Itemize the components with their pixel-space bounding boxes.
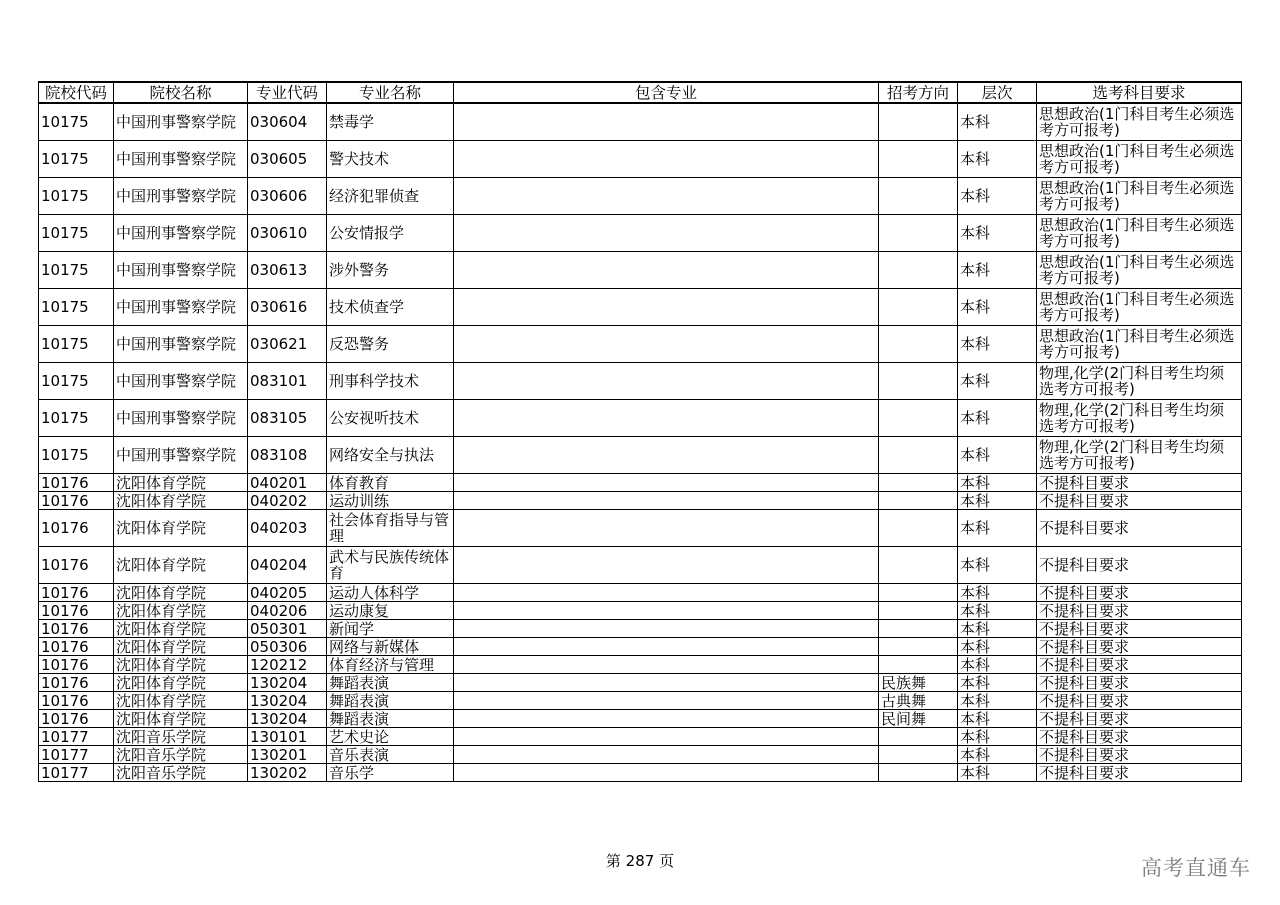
cell-school-code: 10175	[39, 215, 114, 252]
cell-major-code: 030605	[248, 141, 327, 178]
cell-school-code: 10176	[39, 547, 114, 584]
cell-direction	[879, 363, 958, 400]
cell-included-majors	[454, 602, 879, 620]
cell-included-majors	[454, 289, 879, 326]
cell-school-code: 10177	[39, 728, 114, 746]
cell-direction	[879, 326, 958, 363]
header-major-name: 专业名称	[327, 82, 454, 103]
cell-subject-requirement: 不提科目要求	[1037, 728, 1242, 746]
table-row	[39, 326, 1242, 363]
cell-major-code: 040201	[248, 474, 327, 492]
cell-subject-requirement: 思想政治(1门科目考生必须选考方可报考)	[1037, 103, 1242, 141]
cell-level: 本科	[958, 103, 1037, 141]
table-row	[39, 764, 1242, 782]
cell-level: 本科	[958, 692, 1037, 710]
cell-major-name: 网络安全与执法	[327, 437, 454, 474]
cell-level: 本科	[958, 584, 1037, 602]
cell-major-code: 083105	[248, 400, 327, 437]
cell-major-name: 音乐表演	[327, 746, 454, 764]
cell-included-majors	[454, 656, 879, 674]
table-row	[39, 710, 1242, 728]
cell-subject-requirement: 不提科目要求	[1037, 746, 1242, 764]
cell-level: 本科	[958, 510, 1037, 547]
cell-level: 本科	[958, 289, 1037, 326]
cell-direction	[879, 289, 958, 326]
cell-direction	[879, 602, 958, 620]
cell-included-majors	[454, 638, 879, 656]
cell-subject-requirement: 不提科目要求	[1037, 710, 1242, 728]
cell-school-code: 10176	[39, 492, 114, 510]
cell-subject-requirement: 不提科目要求	[1037, 620, 1242, 638]
cell-major-code: 030616	[248, 289, 327, 326]
cell-subject-requirement: 不提科目要求	[1037, 656, 1242, 674]
cell-included-majors	[454, 474, 879, 492]
header-subject-requirement: 选考科目要求	[1037, 82, 1242, 103]
cell-level: 本科	[958, 141, 1037, 178]
cell-major-code: 083101	[248, 363, 327, 400]
cell-major-name: 经济犯罪侦查	[327, 178, 454, 215]
table-body	[39, 103, 1242, 782]
cell-school-name: 沈阳音乐学院	[114, 764, 248, 782]
cell-subject-requirement: 思想政治(1门科目考生必须选考方可报考)	[1037, 178, 1242, 215]
cell-included-majors	[454, 252, 879, 289]
cell-school-name: 沈阳体育学院	[114, 656, 248, 674]
cell-included-majors	[454, 363, 879, 400]
table-row	[39, 638, 1242, 656]
cell-included-majors	[454, 728, 879, 746]
cell-major-name: 体育经济与管理	[327, 656, 454, 674]
cell-school-name: 沈阳体育学院	[114, 620, 248, 638]
cell-school-code: 10176	[39, 584, 114, 602]
cell-level: 本科	[958, 656, 1037, 674]
table-header-row	[39, 82, 1242, 103]
cell-school-code: 10176	[39, 692, 114, 710]
cell-major-name: 反恐警务	[327, 326, 454, 363]
page-number: 第 287 页	[605, 852, 675, 870]
cell-major-code: 130101	[248, 728, 327, 746]
cell-school-name: 沈阳体育学院	[114, 692, 248, 710]
cell-major-name: 刑事科学技术	[327, 363, 454, 400]
cell-subject-requirement: 思想政治(1门科目考生必须选考方可报考)	[1037, 326, 1242, 363]
cell-direction	[879, 584, 958, 602]
cell-level: 本科	[958, 764, 1037, 782]
cell-subject-requirement: 物理,化学(2门科目考生均须选考方可报考)	[1037, 363, 1242, 400]
table-row	[39, 547, 1242, 584]
cell-direction	[879, 746, 958, 764]
table-row	[39, 252, 1242, 289]
cell-included-majors	[454, 547, 879, 584]
cell-school-code: 10177	[39, 764, 114, 782]
header-level: 层次	[958, 82, 1037, 103]
table-row	[39, 674, 1242, 692]
cell-school-name: 沈阳体育学院	[114, 474, 248, 492]
cell-major-code: 130204	[248, 674, 327, 692]
cell-school-code: 10176	[39, 656, 114, 674]
cell-direction	[879, 764, 958, 782]
cell-included-majors	[454, 400, 879, 437]
cell-included-majors	[454, 620, 879, 638]
cell-direction: 民族舞	[879, 674, 958, 692]
cell-major-name: 运动康复	[327, 602, 454, 620]
cell-major-code: 040205	[248, 584, 327, 602]
cell-level: 本科	[958, 437, 1037, 474]
cell-level: 本科	[958, 400, 1037, 437]
table-row	[39, 363, 1242, 400]
cell-direction	[879, 728, 958, 746]
header-major-code: 专业代码	[248, 82, 327, 103]
cell-school-code: 10176	[39, 710, 114, 728]
table-row	[39, 437, 1242, 474]
cell-direction	[879, 492, 958, 510]
cell-major-name: 艺术史论	[327, 728, 454, 746]
table-row	[39, 492, 1242, 510]
cell-subject-requirement: 物理,化学(2门科目考生均须选考方可报考)	[1037, 400, 1242, 437]
cell-major-name: 舞蹈表演	[327, 710, 454, 728]
cell-school-code: 10175	[39, 363, 114, 400]
cell-subject-requirement: 不提科目要求	[1037, 510, 1242, 547]
cell-major-code: 030621	[248, 326, 327, 363]
cell-school-name: 中国刑事警察学院	[114, 326, 248, 363]
cell-school-name: 沈阳音乐学院	[114, 728, 248, 746]
cell-major-code: 030606	[248, 178, 327, 215]
cell-major-code: 040203	[248, 510, 327, 547]
cell-school-name: 中国刑事警察学院	[114, 103, 248, 141]
cell-subject-requirement: 不提科目要求	[1037, 584, 1242, 602]
cell-school-name: 中国刑事警察学院	[114, 215, 248, 252]
cell-subject-requirement: 思想政治(1门科目考生必须选考方可报考)	[1037, 289, 1242, 326]
cell-major-name: 舞蹈表演	[327, 692, 454, 710]
cell-school-code: 10176	[39, 510, 114, 547]
cell-school-name: 中国刑事警察学院	[114, 178, 248, 215]
table-row	[39, 746, 1242, 764]
cell-major-name: 网络与新媒体	[327, 638, 454, 656]
cell-major-name: 公安情报学	[327, 215, 454, 252]
header-school-name: 院校名称	[114, 82, 248, 103]
table-row	[39, 289, 1242, 326]
cell-school-name: 沈阳体育学院	[114, 638, 248, 656]
cell-direction	[879, 510, 958, 547]
cell-school-name: 沈阳体育学院	[114, 510, 248, 547]
cell-major-name: 体育教育	[327, 474, 454, 492]
cell-school-code: 10176	[39, 620, 114, 638]
cell-direction: 民间舞	[879, 710, 958, 728]
cell-major-code: 040204	[248, 547, 327, 584]
cell-included-majors	[454, 746, 879, 764]
cell-major-name: 音乐学	[327, 764, 454, 782]
cell-school-code: 10175	[39, 141, 114, 178]
cell-included-majors	[454, 437, 879, 474]
table-row	[39, 510, 1242, 547]
cell-included-majors	[454, 178, 879, 215]
cell-school-name: 沈阳体育学院	[114, 710, 248, 728]
cell-subject-requirement: 不提科目要求	[1037, 638, 1242, 656]
cell-direction	[879, 547, 958, 584]
cell-major-name: 武术与民族传统体育	[327, 547, 454, 584]
cell-school-code: 10175	[39, 437, 114, 474]
cell-direction	[879, 141, 958, 178]
cell-level: 本科	[958, 602, 1037, 620]
cell-included-majors	[454, 510, 879, 547]
table-row	[39, 602, 1242, 620]
table-row	[39, 728, 1242, 746]
cell-included-majors	[454, 764, 879, 782]
cell-school-code: 10176	[39, 674, 114, 692]
cell-major-name: 涉外警务	[327, 252, 454, 289]
cell-school-name: 中国刑事警察学院	[114, 141, 248, 178]
cell-school-code: 10177	[39, 746, 114, 764]
cell-major-name: 运动训练	[327, 492, 454, 510]
cell-subject-requirement: 不提科目要求	[1037, 764, 1242, 782]
cell-direction	[879, 103, 958, 141]
cell-major-name: 警犬技术	[327, 141, 454, 178]
cell-level: 本科	[958, 547, 1037, 584]
cell-school-name: 中国刑事警察学院	[114, 363, 248, 400]
cell-included-majors	[454, 215, 879, 252]
cell-direction	[879, 474, 958, 492]
cell-level: 本科	[958, 252, 1037, 289]
cell-major-code: 040202	[248, 492, 327, 510]
cell-level: 本科	[958, 326, 1037, 363]
cell-school-name: 沈阳体育学院	[114, 674, 248, 692]
table-row	[39, 141, 1242, 178]
cell-major-name: 禁毒学	[327, 103, 454, 141]
cell-subject-requirement: 不提科目要求	[1037, 602, 1242, 620]
cell-major-code: 030610	[248, 215, 327, 252]
cell-school-code: 10175	[39, 252, 114, 289]
header-included-majors: 包含专业	[454, 82, 879, 103]
cell-level: 本科	[958, 178, 1037, 215]
cell-level: 本科	[958, 674, 1037, 692]
cell-included-majors	[454, 674, 879, 692]
cell-major-code: 030604	[248, 103, 327, 141]
cell-school-code: 10176	[39, 602, 114, 620]
cell-subject-requirement: 不提科目要求	[1037, 547, 1242, 584]
watermark: 高考直通车	[1141, 856, 1251, 880]
table-row	[39, 474, 1242, 492]
table-row	[39, 584, 1242, 602]
cell-level: 本科	[958, 746, 1037, 764]
cell-major-code: 130204	[248, 692, 327, 710]
cell-included-majors	[454, 326, 879, 363]
cell-major-code: 130201	[248, 746, 327, 764]
cell-subject-requirement: 不提科目要求	[1037, 674, 1242, 692]
cell-school-name: 沈阳体育学院	[114, 492, 248, 510]
cell-level: 本科	[958, 620, 1037, 638]
cell-school-name: 中国刑事警察学院	[114, 289, 248, 326]
cell-direction	[879, 400, 958, 437]
cell-school-code: 10175	[39, 178, 114, 215]
cell-school-code: 10175	[39, 103, 114, 141]
cell-level: 本科	[958, 492, 1037, 510]
cell-school-code: 10175	[39, 289, 114, 326]
cell-level: 本科	[958, 710, 1037, 728]
cell-subject-requirement: 物理,化学(2门科目考生均须选考方可报考)	[1037, 437, 1242, 474]
cell-major-name: 运动人体科学	[327, 584, 454, 602]
table-row	[39, 215, 1242, 252]
cell-level: 本科	[958, 474, 1037, 492]
cell-school-name: 沈阳体育学院	[114, 547, 248, 584]
cell-school-name: 沈阳音乐学院	[114, 746, 248, 764]
cell-school-code: 10175	[39, 400, 114, 437]
data-table	[38, 81, 1242, 782]
cell-included-majors	[454, 103, 879, 141]
header-direction: 招考方向	[879, 82, 958, 103]
cell-subject-requirement: 思想政治(1门科目考生必须选考方可报考)	[1037, 215, 1242, 252]
cell-subject-requirement: 思想政治(1门科目考生必须选考方可报考)	[1037, 252, 1242, 289]
cell-level: 本科	[958, 363, 1037, 400]
cell-major-code: 083108	[248, 437, 327, 474]
cell-school-name: 中国刑事警察学院	[114, 437, 248, 474]
cell-direction	[879, 178, 958, 215]
cell-level: 本科	[958, 215, 1037, 252]
table-row	[39, 103, 1242, 141]
cell-major-code: 050301	[248, 620, 327, 638]
cell-major-code: 130202	[248, 764, 327, 782]
cell-major-code: 120212	[248, 656, 327, 674]
cell-major-code: 030613	[248, 252, 327, 289]
cell-included-majors	[454, 692, 879, 710]
table-row	[39, 620, 1242, 638]
table-row	[39, 400, 1242, 437]
cell-major-code: 050306	[248, 638, 327, 656]
cell-school-code: 10176	[39, 638, 114, 656]
table-row	[39, 656, 1242, 674]
cell-major-name: 新闻学	[327, 620, 454, 638]
cell-major-name: 社会体育指导与管理	[327, 510, 454, 547]
cell-level: 本科	[958, 638, 1037, 656]
cell-direction	[879, 656, 958, 674]
cell-major-name: 公安视听技术	[327, 400, 454, 437]
cell-direction	[879, 252, 958, 289]
cell-direction	[879, 620, 958, 638]
cell-subject-requirement: 不提科目要求	[1037, 692, 1242, 710]
cell-school-name: 沈阳体育学院	[114, 584, 248, 602]
cell-subject-requirement: 不提科目要求	[1037, 474, 1242, 492]
cell-included-majors	[454, 492, 879, 510]
header-school-code: 院校代码	[39, 82, 114, 103]
cell-school-code: 10175	[39, 326, 114, 363]
cell-school-code: 10176	[39, 474, 114, 492]
cell-included-majors	[454, 710, 879, 728]
table-row	[39, 178, 1242, 215]
cell-school-name: 沈阳体育学院	[114, 602, 248, 620]
cell-major-code: 040206	[248, 602, 327, 620]
table-row	[39, 692, 1242, 710]
cell-major-code: 130204	[248, 710, 327, 728]
cell-direction	[879, 437, 958, 474]
cell-included-majors	[454, 584, 879, 602]
cell-major-name: 技术侦查学	[327, 289, 454, 326]
cell-school-name: 中国刑事警察学院	[114, 252, 248, 289]
cell-subject-requirement: 不提科目要求	[1037, 492, 1242, 510]
cell-included-majors	[454, 141, 879, 178]
cell-major-name: 舞蹈表演	[327, 674, 454, 692]
cell-direction	[879, 638, 958, 656]
cell-level: 本科	[958, 728, 1037, 746]
cell-direction: 古典舞	[879, 692, 958, 710]
cell-subject-requirement: 思想政治(1门科目考生必须选考方可报考)	[1037, 141, 1242, 178]
cell-school-name: 中国刑事警察学院	[114, 400, 248, 437]
cell-direction	[879, 215, 958, 252]
